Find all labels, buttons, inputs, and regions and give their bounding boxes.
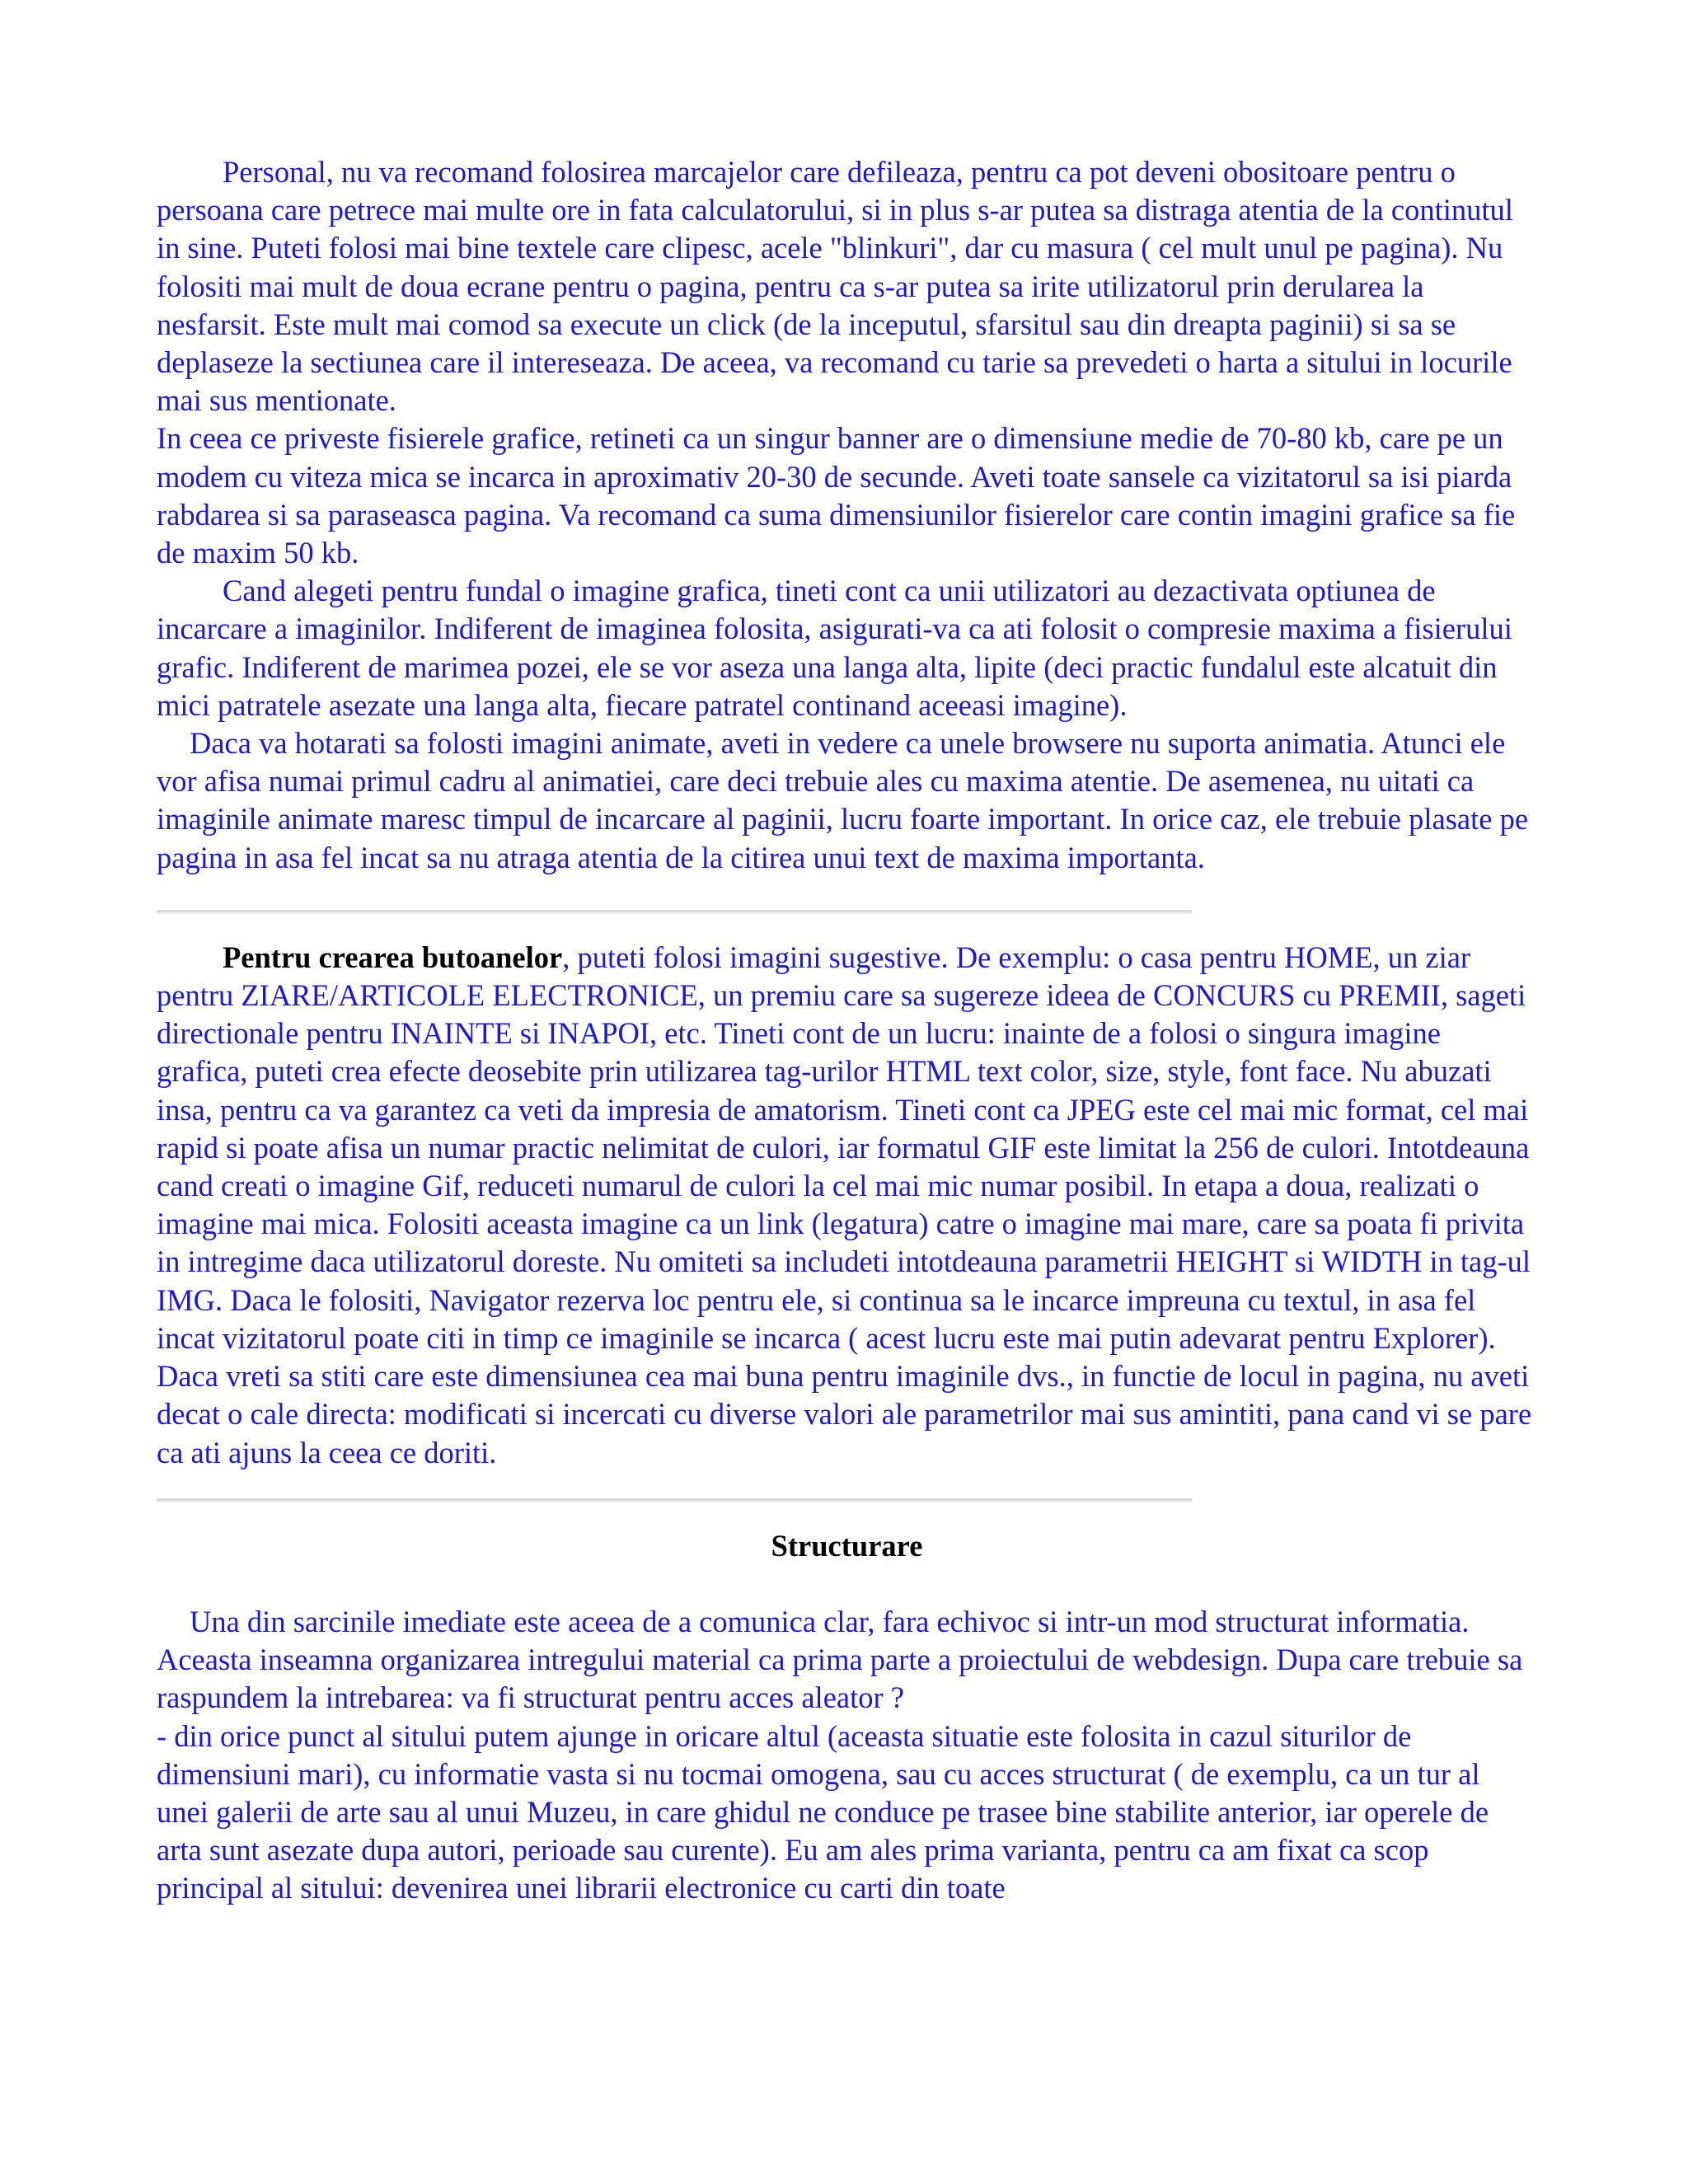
paragraph-scrolling-marquees: Personal, nu va recomand folosirea marcajelor care defileaza, pentru ca pot deveni obositoare pentru o persoana care petrece mai multe ore in fata calculatorului, si in plus s-ar putea sa distraga atentia de la continutul in sine. Puteti folosi mai bine textele care clipesc, acele "blinkuri", dar cu masura ( cel mult unul pe pagina). Nu folositi mai mult de doua ecrane pentru o pagina, pentru ca s-ar putea sa irite utilizatorul prin derularea la nesfarsit. Este mult mai comod sa execute un click (de la inceputul, sfarsitul sau din dreapta paginii) si sa se deplaseze la sectiunea care il intereseaza. De aceea, va recomand cu tarie sa prevedeti o harta a sitului in locurile mai sus mentionate.	[157, 155, 1513, 418]
paragraph-buttons	[157, 939, 1537, 1472]
document-content	[157, 153, 1537, 1908]
horizontal-divider	[157, 910, 1192, 914]
paragraph-background-image: Cand alegeti pentru fundal o imagine grafica, tineti cont ca unii utilizatori au dezactivata optiunea de incarcare a imaginilor. Indiferent de imaginea folosita, asigurati-va ca ati folosit o compresie maxima a fisierului grafic. Indiferent de marimea pozei, ele se vor aseza una langa alta, lipite (deci practic fundalul este alcatuit din mici patratele asezate una langa alta, fiecare patratel continand aceeasi imagine).	[157, 574, 1512, 722]
buttons-body-text: , puteti folosi imagini sugestive. De exemplu: o casa pentru HOME, un ziar pentru ZIARE/ARTICOLE ELECTRONICE, un premiu care sa sugereze ideea de CONCURS cu PREMII, sageti directionale pentru INAINTE si INAPOI, etc. Tineti cont de un lucru: inainte de a folosi o singura imagine grafica, puteti crea efecte deosebite prin utilizarea tag-urilor HTML text color, size, style, font face. Nu abuzati insa, pentru ca va garantez ca veti da impresia de amatorism. Tineti cont ca JPEG este cel mai mic format, cel mai rapid si poate afisa un numar practic nelimitat de culori, iar formatul GIF este limitat la 256 de culori. Intotdeauna cand creati o imagine Gif, reduceti numarul de culori la cel mai mic numar posibil. In etapa a doua, realizati o imagine mai mica. Folositi aceasta imagine ca un link (legatura) catre o imagine mai mare, care sa poata fi privita in intregime daca utilizatorul doreste. Nu omiteti sa includeti intotdeauna parametrii HEIGHT si WIDTH in tag-ul IMG. Daca le folositi, Navigator rezerva loc pentru ele, si continua sa le incarce impreuna cu textul, in asa fel incat vizitatorul poate citi in timp ce imaginile se incarca ( acest lucru este mai putin adevarat pentru Explorer). Daca vreti sa stiti care este dimensiunea cea mai buna pentru imaginile dvs., in functie de locul in pagina, nu aveti decat o cale directa: modificati si incercati cu diverse valori ale parametrilor mai sus amintiti, pana cand vi se pare ca ati ajuns la ceea ce doriti.	[157, 940, 1532, 1469]
section-title-structurare: Structurare	[771, 1528, 923, 1563]
paragraph-graphic-files: In ceea ce priveste fisierele grafice, retineti ca un singur banner are o dimensiune medie de 70-80 kb, care pe un modem cu viteza mica se incarca in aproximativ 20-30 de secunde. Aveti toate sansele ca vizitatorul sa isi piarda rabdarea si sa paraseasca pagina. Va recomand ca suma dimensiunilor fisierelor care contin imagini grafice sa fie de maxim 50 kb.	[157, 421, 1516, 570]
paragraph-structure-access: - din orice punct al sitului putem ajunge in oricare altul (aceasta situatie este folosita in cazul siturilor de dimensiuni mari), cu informatie vasta si nu tocmai omogena, sau cu acces structurat ( de exemplu, ca un tur al unei galerii de arte sau al unui Muzeu, in care ghidul ne conduce pe trasee bine stabilite anterior, iar operele de arta sunt asezate dupa autori, perioade sau curente). Eu am ales prima varianta, pentru ca am fixat ca scop principal al sitului: devenirea unei librarii electronice cu carti din toate	[157, 1718, 1489, 1905]
buttons-lead-text: Pentru crearea butoanelor	[223, 940, 563, 974]
horizontal-divider	[157, 1498, 1192, 1502]
paragraph-animated-images: Daca va hotarati sa folosti imagini animate, aveti in vedere ca unele browsere nu suporta animatia. Atunci ele vor afisa numai primul cadru al animatiei, care deci trebuie ales cu maxima atentie. De asemenea, nu uitati ca imaginile animate maresc timpul de incarcare al paginii, lucru foarte important. In orice caz, ele trebuie plasate pe pagina in asa fel incat sa nu atraga atentia de la citirea unui text de maxima importanta.	[157, 726, 1529, 874]
paragraph-structure-intro: Una din sarcinile imediate este aceea de a comunica clar, fara echivoc si intr-un mod structurat informatia. Aceasta inseamna organizarea intregului material ca prima parte a proiectului de webdesign. Dupa care trebuie sa raspundem la intrebarea: va fi structurat pentru acces aleator ?	[157, 1604, 1523, 1715]
